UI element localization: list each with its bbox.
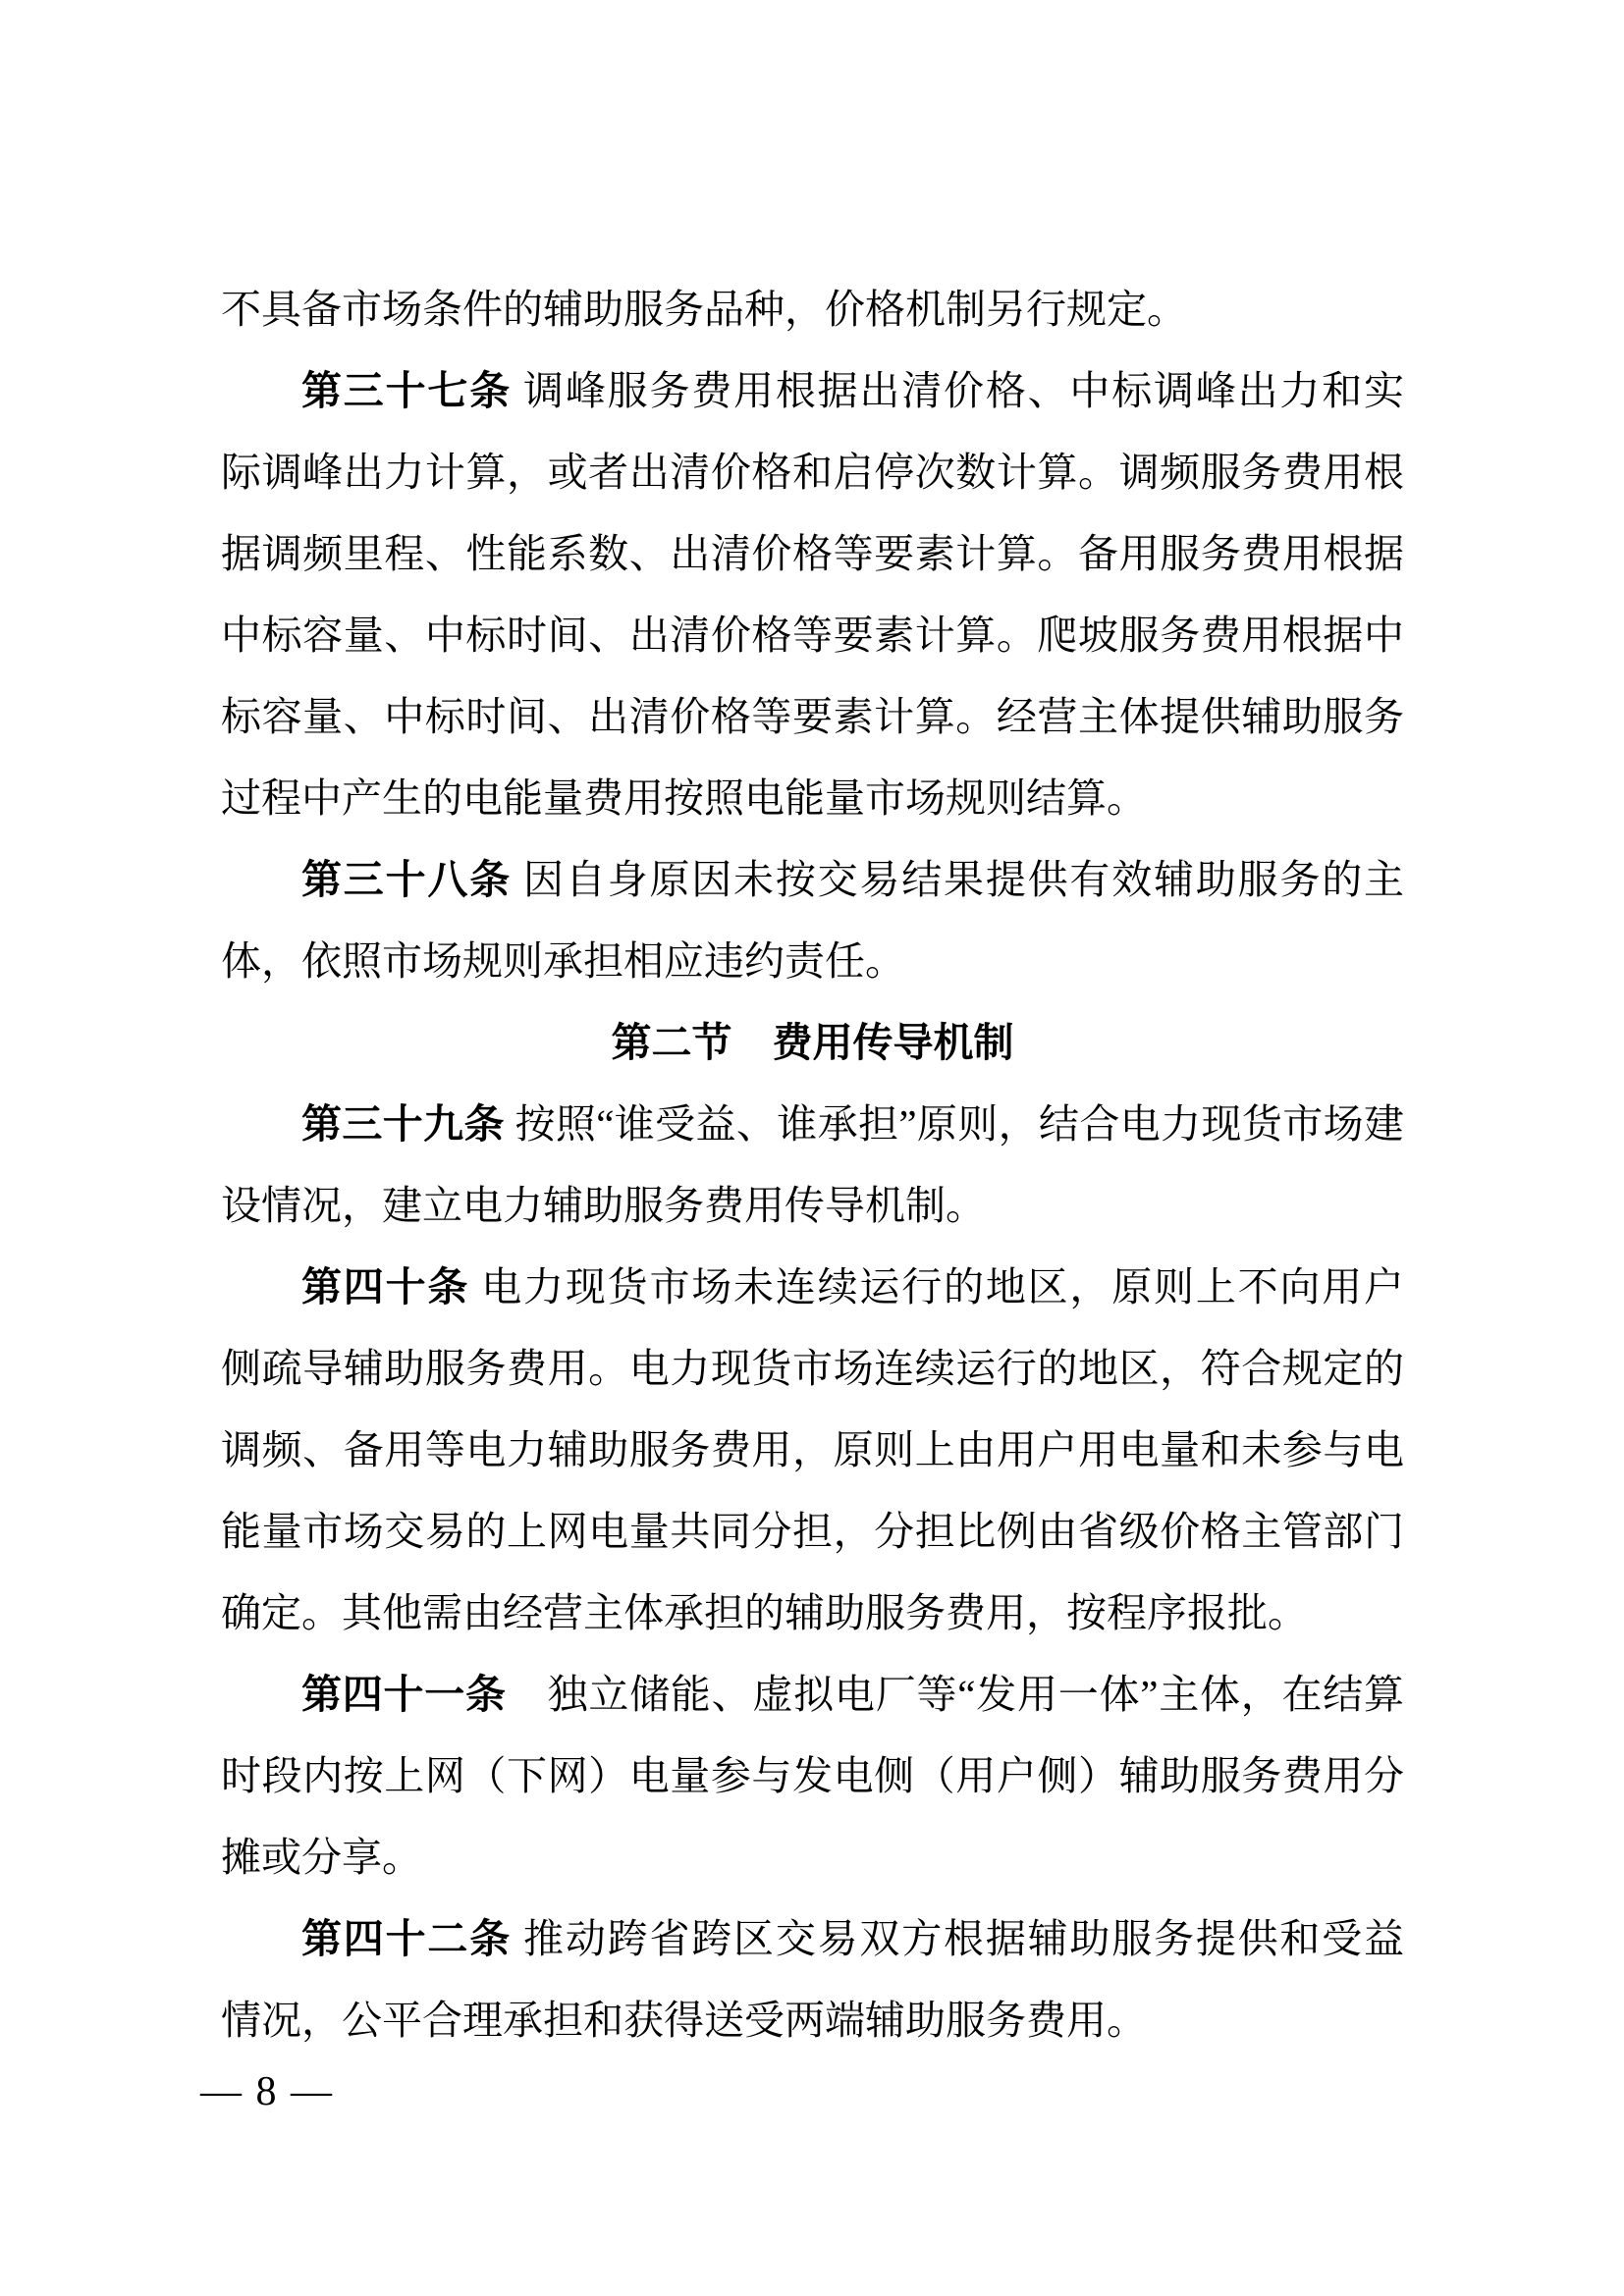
article-number: 第三十七条 — [301, 368, 512, 413]
text-run: 摊或分享。 — [221, 1835, 422, 1880]
text-run: 调频、备用等电力辅助服务费用，原则上由用户用电量和未参与电 — [221, 1427, 1404, 1472]
text-run: 调峰服务费用根据出清价格、中标调峰出力和实 — [512, 368, 1405, 413]
text-run: 情况，公平合理承担和获得送受两端辅助服务费用。 — [221, 1998, 1147, 2043]
text-line — [221, 595, 1404, 676]
text-run: 中标容量、中标时间、出清价格等要素计算。爬坡服务费用根据中 — [221, 613, 1404, 658]
text-line — [221, 1654, 1404, 1735]
section-heading-text: 第二节 费用传导机制 — [611, 1020, 1014, 1065]
text-run: 体，依照市场规则承担相应违约责任。 — [221, 938, 905, 984]
text-line — [221, 1817, 1404, 1898]
text-run: 能量市场交易的上网电量共同分担，分担比例由省级价格主管部门 — [221, 1509, 1404, 1554]
text-run: 时段内按上网（下网）电量参与发电侧（用户侧）辅助服务费用分 — [221, 1753, 1404, 1798]
article-number: 第三十八条 — [301, 857, 512, 902]
text-line — [221, 1165, 1404, 1247]
text-line — [221, 350, 1404, 432]
text-run: 因自身原因未按交易结果提供有效辅助服务的主 — [512, 857, 1405, 902]
text-line — [221, 839, 1404, 921]
text-line — [221, 432, 1404, 513]
text-line — [221, 1573, 1404, 1654]
text-run: 确定。其他需由经营主体承担的辅助服务费用，按程序报批。 — [221, 1590, 1308, 1635]
text-line — [221, 1980, 1404, 2061]
text-line — [221, 1491, 1404, 1573]
text-run: 际调峰出力计算，或者出清价格和启停次数计算。调频服务费用根 — [221, 450, 1404, 495]
text-run: 电力现货市场未连续运行的地区，原则上不向用户 — [469, 1264, 1405, 1309]
text-line — [221, 513, 1404, 595]
text-line — [221, 1247, 1404, 1328]
article-number: 第三十九条 — [301, 1101, 505, 1147]
section-heading — [221, 1002, 1404, 1084]
text-line — [221, 1328, 1404, 1410]
text-line — [221, 1898, 1404, 1980]
text-run: 推动跨省跨区交易双方根据辅助服务提供和受益 — [512, 1916, 1405, 1961]
text-line — [221, 1735, 1404, 1817]
text-run: 侧疏导辅助服务费用。电力现货市场连续运行的地区，符合规定的 — [221, 1346, 1404, 1391]
page-number: — 8 — — [200, 2069, 334, 2114]
text-run: 标容量、中标时间、出清价格等要素计算。经营主体提供辅助服务 — [221, 694, 1404, 739]
article-number: 第四十二条 — [301, 1916, 512, 1961]
document-body — [221, 269, 1404, 2061]
text-line — [221, 921, 1404, 1002]
text-run: 过程中产生的电能量费用按照电能量市场规则结算。 — [221, 775, 1147, 821]
text-line — [221, 1084, 1404, 1165]
article-number: 第四十条 — [301, 1264, 470, 1309]
text-run: 据调频里程、性能系数、出清价格等要素计算。备用服务费用根据 — [221, 531, 1404, 576]
text-line — [221, 758, 1404, 839]
article-number: 第四十一条 — [301, 1672, 507, 1717]
text-run: 不具备市场条件的辅助服务品种，价格机制另行规定。 — [221, 287, 1187, 332]
text-line — [221, 1410, 1404, 1491]
text-line — [221, 269, 1404, 350]
text-run: 独立储能、虚拟电厂等“发用一体”主体，在结算 — [506, 1672, 1405, 1717]
text-run: 设情况，建立电力辅助服务费用传导机制。 — [221, 1183, 986, 1228]
text-line — [221, 676, 1404, 758]
text-run: 按照“谁受益、谁承担”原则，结合电力现货市场建 — [504, 1101, 1404, 1147]
